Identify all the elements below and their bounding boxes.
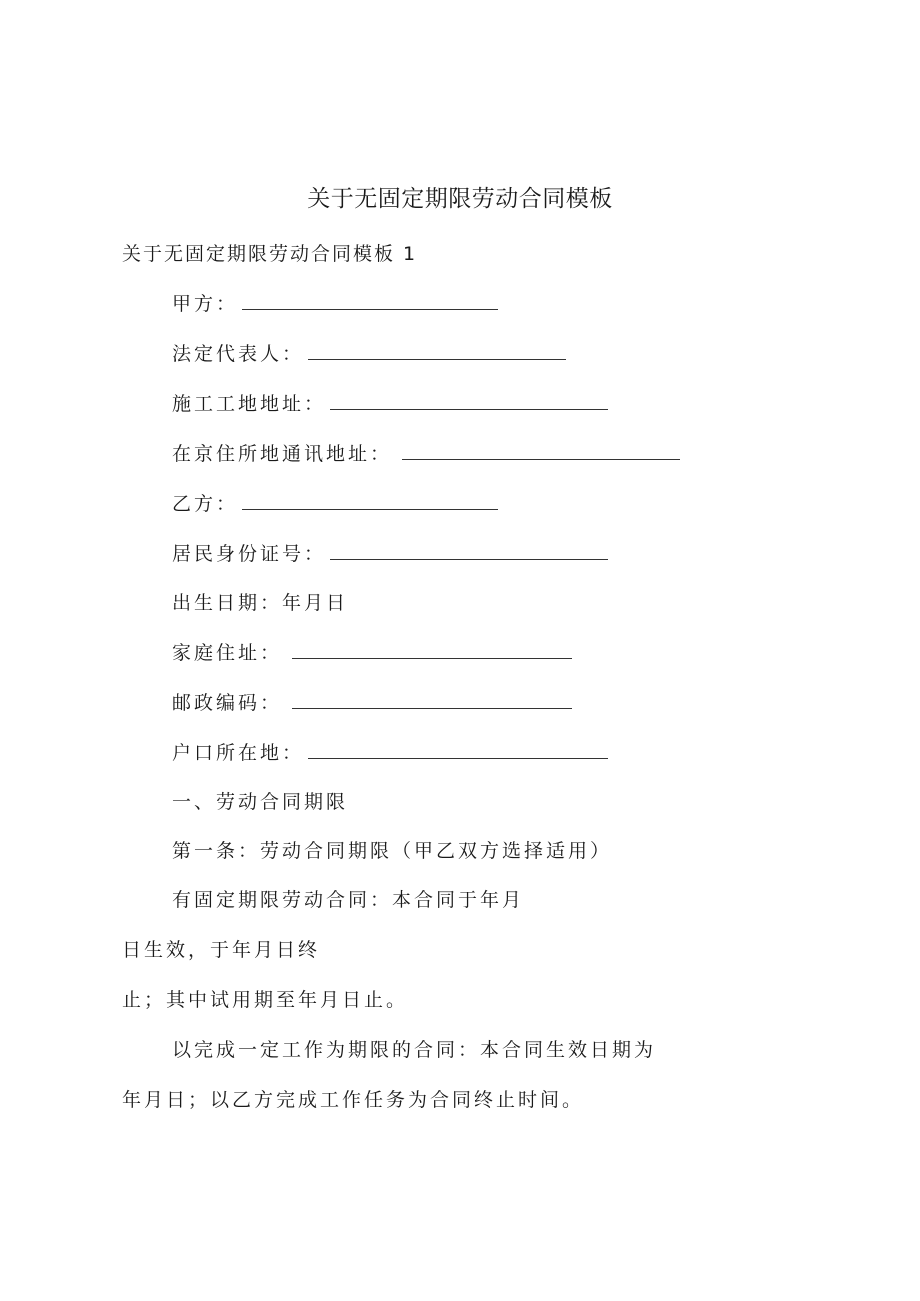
task-term-line-1: 以完成一定工作为期限的合同：本合同生效日期为 <box>172 1039 657 1061</box>
postal-code-row <box>172 691 572 715</box>
task-term-line-2: 年月日；以乙方完成工作任务为合同终止时间。 <box>122 1089 585 1111</box>
id-number-label: 居民身份证号： <box>172 543 327 565</box>
site-address-row <box>172 392 608 416</box>
fixed-term-line-1: 有固定期限劳动合同：本合同于年月 <box>172 889 525 911</box>
site-address-blank[interactable] <box>330 392 608 410</box>
fixed-term-line-2: 日生效，于年月日终 <box>122 939 321 961</box>
legal-rep-blank[interactable] <box>308 342 566 360</box>
fixed-term-line-3: 止；其中试用期至年月日止。 <box>122 989 409 1011</box>
party-a-label: 甲方： <box>172 293 239 315</box>
party-b-label: 乙方： <box>172 493 239 515</box>
article-1: 第一条：劳动合同期限（甲乙双方选择适用） <box>172 840 613 862</box>
home-address-label: 家庭住址： <box>172 642 283 664</box>
beijing-address-blank[interactable] <box>402 442 680 460</box>
id-number-row <box>172 542 608 566</box>
site-address-label: 施工工地地址： <box>172 393 327 415</box>
party-b-row <box>172 492 498 516</box>
party-b-blank[interactable] <box>242 492 498 510</box>
party-a-blank[interactable] <box>242 292 498 310</box>
document-subtitle: 关于无固定期限劳动合同模板 1 <box>122 243 418 265</box>
hukou-blank[interactable] <box>308 741 608 759</box>
beijing-address-label: 在京住所地通讯地址： <box>172 443 393 465</box>
postal-code-blank[interactable] <box>292 691 572 709</box>
hukou-label: 户口所在地： <box>172 742 305 764</box>
id-number-blank[interactable] <box>330 542 608 560</box>
hukou-row <box>172 741 608 765</box>
party-a-row <box>172 292 498 316</box>
beijing-address-row <box>172 442 680 466</box>
document-title: 关于无固定期限劳动合同模板 <box>307 186 613 212</box>
legal-rep-row <box>172 342 566 366</box>
legal-rep-label: 法定代表人： <box>172 343 305 365</box>
section-heading: 一、劳动合同期限 <box>172 791 349 813</box>
home-address-blank[interactable] <box>292 641 572 659</box>
postal-code-label: 邮政编码： <box>172 692 283 714</box>
home-address-row <box>172 641 572 665</box>
birth-date-row: 出生日期：年月日 <box>172 592 349 614</box>
